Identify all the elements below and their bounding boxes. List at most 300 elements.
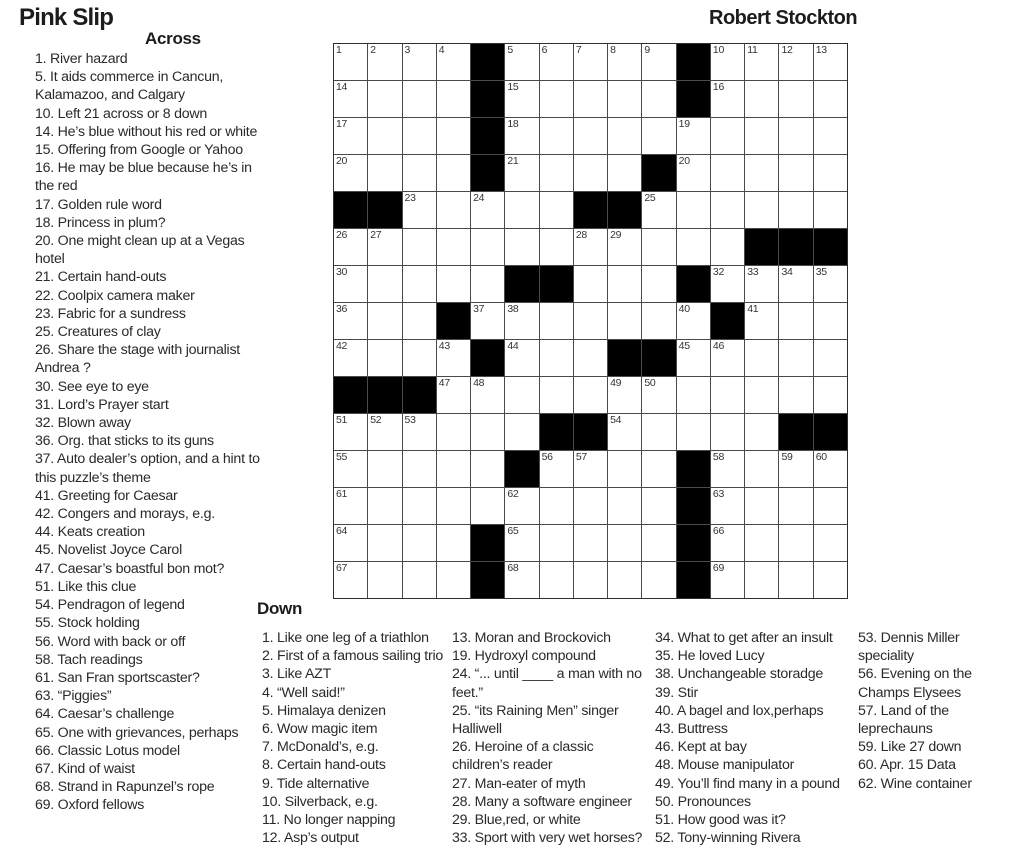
across-clue: 42. Congers and morays, e.g. bbox=[35, 506, 215, 523]
down-clue: 53. Dennis Miller speciality bbox=[858, 630, 960, 665]
grid-cell[interactable] bbox=[711, 155, 744, 191]
down-clue: 27. Man-eater of myth bbox=[452, 775, 586, 792]
grid-cell[interactable] bbox=[403, 155, 436, 191]
grid-cell[interactable] bbox=[574, 118, 607, 154]
cell-number: 56 bbox=[541, 451, 553, 463]
grid-cell[interactable] bbox=[711, 377, 744, 413]
cell-number: 55 bbox=[336, 451, 348, 463]
grid-cell[interactable] bbox=[677, 229, 710, 265]
grid-cell[interactable] bbox=[711, 451, 744, 487]
cell-number: 46 bbox=[712, 340, 725, 352]
cell-number: 67 bbox=[336, 562, 348, 574]
grid-cell[interactable] bbox=[403, 229, 436, 265]
grid-cell[interactable] bbox=[779, 562, 812, 598]
grid-cell[interactable] bbox=[368, 562, 401, 598]
cell-number: 52 bbox=[370, 414, 382, 426]
grid-cell[interactable] bbox=[540, 155, 573, 191]
grid-cell[interactable] bbox=[677, 155, 710, 191]
grid-cell[interactable] bbox=[574, 44, 607, 80]
grid-cell[interactable] bbox=[505, 562, 538, 598]
grid-cell[interactable] bbox=[437, 525, 470, 561]
grid-cell[interactable] bbox=[779, 81, 812, 117]
across-clue: 41. Greeting for Caesar bbox=[35, 487, 178, 504]
down-clue: 48. Mouse manipulator bbox=[655, 757, 795, 774]
across-clue: 26. Share the stage with journalist Andrea ? bbox=[35, 342, 240, 377]
grid-cell[interactable] bbox=[505, 229, 538, 265]
grid-cell[interactable] bbox=[642, 81, 675, 117]
grid-cell[interactable] bbox=[711, 118, 744, 154]
grid-cell[interactable] bbox=[368, 303, 401, 339]
cell-number: 45 bbox=[678, 340, 690, 352]
grid-cell[interactable] bbox=[745, 192, 778, 228]
grid-cell[interactable] bbox=[334, 562, 367, 598]
grid-cell[interactable] bbox=[368, 118, 401, 154]
grid-cell[interactable] bbox=[334, 229, 367, 265]
grid-cell[interactable] bbox=[677, 340, 710, 376]
grid-cell[interactable] bbox=[642, 377, 675, 413]
cell-number: 8 bbox=[610, 44, 616, 56]
grid-cell[interactable] bbox=[814, 118, 847, 154]
grid-cell[interactable] bbox=[540, 192, 573, 228]
grid-cell[interactable] bbox=[779, 192, 812, 228]
grid-cell[interactable] bbox=[642, 562, 675, 598]
cell-number: 44 bbox=[507, 340, 519, 352]
across-clue: 20. One might clean up at a Vegas hotel bbox=[35, 233, 245, 268]
black-cell bbox=[608, 192, 641, 228]
cell-number: 12 bbox=[781, 44, 793, 56]
grid-cell[interactable] bbox=[334, 81, 367, 117]
cell-number: 32 bbox=[712, 266, 725, 278]
cell-number: 14 bbox=[336, 81, 348, 93]
grid-cell[interactable] bbox=[505, 488, 538, 524]
down-clue: 7. McDonald’s, e.g. bbox=[262, 739, 379, 756]
grid-cell[interactable] bbox=[779, 155, 812, 191]
cell-number: 54 bbox=[610, 414, 622, 426]
across-clue: 22. Coolpix camera maker bbox=[35, 287, 195, 304]
grid-cell[interactable] bbox=[437, 81, 470, 117]
grid-cell[interactable] bbox=[608, 81, 641, 117]
grid-cell[interactable] bbox=[677, 118, 710, 154]
grid-cell[interactable] bbox=[368, 451, 401, 487]
grid-cell[interactable] bbox=[574, 562, 607, 598]
grid-cell[interactable] bbox=[471, 266, 504, 302]
grid-cell[interactable] bbox=[437, 155, 470, 191]
grid-cell[interactable] bbox=[540, 303, 573, 339]
across-clue: 31. Lord’s Prayer start bbox=[35, 396, 169, 413]
cell-number: 25 bbox=[644, 192, 656, 204]
cell-number: 53 bbox=[404, 414, 416, 426]
black-cell bbox=[334, 192, 367, 228]
grid-cell[interactable] bbox=[711, 192, 744, 228]
grid-cell[interactable] bbox=[814, 44, 847, 80]
cell-number: 65 bbox=[507, 525, 519, 537]
black-cell bbox=[334, 377, 367, 413]
cell-number: 23 bbox=[404, 192, 416, 204]
cell-number: 51 bbox=[336, 414, 348, 426]
grid-cell[interactable] bbox=[814, 525, 847, 561]
across-clue: 44. Keats creation bbox=[35, 524, 145, 541]
down-clue: 62. Wine container bbox=[858, 775, 972, 792]
grid-cell[interactable] bbox=[334, 266, 367, 302]
grid-cell[interactable] bbox=[437, 377, 470, 413]
down-column-1 bbox=[262, 629, 458, 847]
grid-cell[interactable] bbox=[608, 303, 641, 339]
grid-cell[interactable] bbox=[540, 525, 573, 561]
across-clue: 25. Creatures of clay bbox=[35, 324, 161, 341]
grid-cell[interactable] bbox=[437, 192, 470, 228]
grid-cell[interactable] bbox=[642, 451, 675, 487]
grid-cell[interactable] bbox=[745, 525, 778, 561]
grid-cell[interactable] bbox=[711, 488, 744, 524]
grid-cell[interactable] bbox=[608, 377, 641, 413]
black-cell bbox=[471, 562, 504, 598]
grid-cell[interactable] bbox=[403, 44, 436, 80]
grid-cell[interactable] bbox=[471, 414, 504, 450]
grid-cell[interactable] bbox=[368, 488, 401, 524]
grid-cell[interactable] bbox=[745, 377, 778, 413]
cell-number: 61 bbox=[336, 488, 348, 500]
grid-cell[interactable] bbox=[814, 340, 847, 376]
grid-cell[interactable] bbox=[334, 340, 367, 376]
across-clue: 16. He may be blue because he’s in the red bbox=[35, 160, 252, 195]
cell-number: 42 bbox=[336, 340, 348, 352]
across-clue: 18. Princess in plum? bbox=[35, 214, 166, 231]
across-heading: Across bbox=[145, 29, 201, 48]
cell-number: 68 bbox=[507, 562, 519, 574]
grid-cell[interactable] bbox=[505, 81, 538, 117]
grid-cell[interactable] bbox=[505, 44, 538, 80]
cell-number: 43 bbox=[438, 340, 450, 352]
down-clue: 25. “its Raining Men” singer Halliwell bbox=[452, 702, 619, 738]
grid-cell[interactable] bbox=[540, 229, 573, 265]
down-clue: 59. Like 27 down bbox=[858, 739, 962, 756]
grid-cell[interactable] bbox=[437, 451, 470, 487]
cell-number: 69 bbox=[712, 562, 725, 574]
black-cell bbox=[505, 451, 538, 487]
black-cell bbox=[471, 81, 504, 117]
grid-cell[interactable] bbox=[574, 81, 607, 117]
grid-cell[interactable] bbox=[642, 118, 675, 154]
grid-cell[interactable] bbox=[814, 155, 847, 191]
grid-cell[interactable] bbox=[437, 118, 470, 154]
grid-cell[interactable] bbox=[437, 229, 470, 265]
cell-number: 33 bbox=[747, 266, 759, 278]
grid-cell[interactable] bbox=[437, 488, 470, 524]
cell-number: 13 bbox=[815, 44, 827, 56]
grid-cell[interactable] bbox=[574, 525, 607, 561]
black-cell bbox=[677, 81, 710, 117]
grid-cell[interactable] bbox=[608, 451, 641, 487]
across-clue: 1. River hazard bbox=[35, 51, 128, 67]
grid-cell[interactable] bbox=[745, 488, 778, 524]
black-cell bbox=[608, 340, 641, 376]
grid-cell[interactable] bbox=[711, 562, 744, 598]
grid-cell[interactable] bbox=[540, 451, 573, 487]
black-cell bbox=[471, 340, 504, 376]
grid-cell[interactable] bbox=[437, 44, 470, 80]
black-cell bbox=[471, 155, 504, 191]
across-clue: 61. San Fran sportscaster? bbox=[35, 669, 200, 686]
grid-cell[interactable] bbox=[677, 303, 710, 339]
down-clue: 3. Like AZT bbox=[262, 666, 332, 683]
down-clue: 43. Buttress bbox=[655, 721, 728, 738]
cell-number: 17 bbox=[336, 118, 348, 130]
black-cell bbox=[642, 155, 675, 191]
grid-cell[interactable] bbox=[779, 451, 812, 487]
cell-number: 58 bbox=[712, 451, 725, 463]
grid-cell[interactable] bbox=[574, 377, 607, 413]
across-clue: 23. Fabric for a sundress bbox=[35, 305, 186, 322]
black-cell bbox=[505, 266, 538, 302]
grid-cell[interactable] bbox=[540, 488, 573, 524]
grid-cell[interactable] bbox=[403, 303, 436, 339]
grid-cell[interactable] bbox=[471, 229, 504, 265]
grid-cell[interactable] bbox=[540, 44, 573, 80]
grid-cell[interactable] bbox=[471, 192, 504, 228]
grid-cell[interactable] bbox=[368, 340, 401, 376]
grid-cell[interactable] bbox=[814, 266, 847, 302]
across-clue: 54. Pendragon of legend bbox=[35, 597, 185, 614]
grid-cell[interactable] bbox=[334, 303, 367, 339]
grid-cell[interactable] bbox=[711, 525, 744, 561]
grid-cell[interactable] bbox=[403, 488, 436, 524]
grid-cell[interactable] bbox=[711, 44, 744, 80]
grid-cell[interactable] bbox=[505, 303, 538, 339]
grid-cell[interactable] bbox=[608, 562, 641, 598]
grid-cell[interactable] bbox=[814, 303, 847, 339]
grid-cell[interactable] bbox=[403, 81, 436, 117]
black-cell bbox=[574, 414, 607, 450]
down-clue: 19. Hydroxyl compound bbox=[452, 648, 596, 665]
grid-cell[interactable] bbox=[403, 525, 436, 561]
cell-number: 38 bbox=[507, 303, 519, 315]
cell-number: 66 bbox=[712, 525, 725, 537]
cell-number: 6 bbox=[541, 44, 548, 56]
grid-cell[interactable] bbox=[814, 488, 847, 524]
grid-cell[interactable] bbox=[779, 340, 812, 376]
black-cell bbox=[574, 192, 607, 228]
grid-cell[interactable] bbox=[745, 44, 778, 80]
grid-cell[interactable] bbox=[745, 340, 778, 376]
cell-number: 35 bbox=[815, 266, 827, 278]
grid-cell[interactable] bbox=[368, 81, 401, 117]
grid-cell[interactable] bbox=[437, 266, 470, 302]
down-clue: 29. Blue,red, or white bbox=[452, 812, 581, 829]
across-clue: 36. Org. that sticks to its guns bbox=[35, 433, 214, 450]
grid-cell[interactable] bbox=[608, 525, 641, 561]
grid-cell[interactable] bbox=[779, 44, 812, 80]
across-clue: 5. It aids commerce in Cancun, Kalamazoo, and Calgary bbox=[35, 69, 224, 104]
grid-cell[interactable] bbox=[505, 377, 538, 413]
grid-cell[interactable] bbox=[745, 266, 778, 302]
grid-cell[interactable] bbox=[368, 525, 401, 561]
grid-cell[interactable] bbox=[677, 377, 710, 413]
grid-cell[interactable] bbox=[642, 488, 675, 524]
grid-cell[interactable] bbox=[711, 229, 744, 265]
grid-cell[interactable] bbox=[745, 414, 778, 450]
grid-cell[interactable] bbox=[608, 155, 641, 191]
grid-cell[interactable] bbox=[745, 562, 778, 598]
grid-cell[interactable] bbox=[779, 377, 812, 413]
grid-cell[interactable] bbox=[368, 155, 401, 191]
grid-cell[interactable] bbox=[814, 377, 847, 413]
across-clue: 58. Tach readings bbox=[35, 651, 143, 668]
black-cell bbox=[677, 525, 710, 561]
black-cell bbox=[437, 303, 470, 339]
grid-cell[interactable] bbox=[403, 192, 436, 228]
black-cell bbox=[779, 229, 812, 265]
grid-cell[interactable] bbox=[368, 229, 401, 265]
across-clue: 65. One with grievances, perhaps bbox=[35, 724, 239, 741]
down-clue: 1. Like one leg of a triathlon bbox=[262, 630, 429, 646]
black-cell bbox=[677, 488, 710, 524]
grid-cell[interactable] bbox=[403, 266, 436, 302]
down-clue: 8. Certain hand-outs bbox=[262, 757, 386, 774]
grid-cell[interactable] bbox=[779, 118, 812, 154]
grid-cell[interactable] bbox=[334, 118, 367, 154]
grid-cell[interactable] bbox=[642, 192, 675, 228]
grid-cell[interactable] bbox=[334, 414, 367, 450]
grid-cell[interactable] bbox=[403, 451, 436, 487]
grid-cell[interactable] bbox=[814, 562, 847, 598]
grid-cell[interactable] bbox=[540, 562, 573, 598]
grid-cell[interactable] bbox=[779, 303, 812, 339]
grid-cell[interactable] bbox=[642, 414, 675, 450]
grid-cell[interactable] bbox=[540, 377, 573, 413]
grid-cell[interactable] bbox=[608, 118, 641, 154]
down-clue: 26. Heroine of a classic children’s reader bbox=[452, 739, 594, 774]
grid-cell[interactable] bbox=[779, 525, 812, 561]
grid-cell[interactable] bbox=[334, 451, 367, 487]
grid-cell[interactable] bbox=[505, 340, 538, 376]
grid-cell[interactable] bbox=[745, 451, 778, 487]
grid-cell[interactable] bbox=[642, 229, 675, 265]
down-clue: 33. Sport with very wet horses? bbox=[452, 830, 643, 847]
grid-cell[interactable] bbox=[642, 525, 675, 561]
grid-cell[interactable] bbox=[540, 340, 573, 376]
across-clue: 47. Caesar’s boastful bon mot? bbox=[35, 560, 225, 577]
down-clue: 5. Himalaya denizen bbox=[262, 702, 386, 719]
grid-cell[interactable] bbox=[608, 44, 641, 80]
grid-cell[interactable] bbox=[642, 303, 675, 339]
grid-cell[interactable] bbox=[677, 192, 710, 228]
grid-cell[interactable] bbox=[574, 229, 607, 265]
grid-cell[interactable] bbox=[574, 340, 607, 376]
down-clue: 60. Apr. 15 Data bbox=[858, 757, 956, 774]
grid-cell[interactable] bbox=[711, 266, 744, 302]
grid-cell[interactable] bbox=[711, 340, 744, 376]
grid-cell[interactable] bbox=[403, 414, 436, 450]
across-clue: 10. Left 21 across or 8 down bbox=[35, 105, 208, 122]
black-cell bbox=[779, 414, 812, 450]
grid-cell[interactable] bbox=[574, 303, 607, 339]
grid-cell[interactable] bbox=[334, 155, 367, 191]
grid-cell[interactable] bbox=[437, 340, 470, 376]
cell-number: 49 bbox=[610, 377, 622, 389]
grid-cell[interactable] bbox=[505, 155, 538, 191]
grid-cell[interactable] bbox=[779, 266, 812, 302]
grid-cell[interactable] bbox=[334, 525, 367, 561]
grid-cell[interactable] bbox=[334, 488, 367, 524]
grid-cell[interactable] bbox=[745, 118, 778, 154]
grid-cell[interactable] bbox=[608, 229, 641, 265]
grid-cell[interactable] bbox=[711, 81, 744, 117]
down-clue: 50. Pronounces bbox=[655, 793, 751, 810]
grid-cell[interactable] bbox=[677, 414, 710, 450]
black-cell bbox=[471, 44, 504, 80]
grid-cell[interactable] bbox=[403, 340, 436, 376]
grid-cell[interactable] bbox=[574, 266, 607, 302]
grid-cell[interactable] bbox=[505, 118, 538, 154]
black-cell bbox=[711, 303, 744, 339]
across-clue: 63. “Piggies” bbox=[35, 688, 112, 705]
grid-cell[interactable] bbox=[574, 155, 607, 191]
down-clue: 9. Tide alternative bbox=[262, 775, 370, 792]
down-clue: 38. Unchangeable storadge bbox=[655, 666, 824, 683]
grid-cell[interactable] bbox=[334, 44, 367, 80]
grid-cell[interactable] bbox=[574, 488, 607, 524]
grid-cell[interactable] bbox=[471, 303, 504, 339]
black-cell bbox=[814, 229, 847, 265]
grid-cell[interactable] bbox=[471, 377, 504, 413]
down-clue: 28. Many a software engineer bbox=[452, 793, 632, 810]
grid-cell[interactable] bbox=[745, 303, 778, 339]
grid-cell[interactable] bbox=[814, 192, 847, 228]
grid-cell[interactable] bbox=[437, 562, 470, 598]
grid-cell[interactable] bbox=[779, 488, 812, 524]
grid-cell[interactable] bbox=[711, 414, 744, 450]
grid-cell[interactable] bbox=[608, 414, 641, 450]
black-cell bbox=[403, 377, 436, 413]
grid-cell[interactable] bbox=[540, 118, 573, 154]
cell-number: 15 bbox=[507, 81, 519, 93]
grid-cell[interactable] bbox=[540, 81, 573, 117]
black-cell bbox=[368, 377, 401, 413]
grid-cell[interactable] bbox=[471, 451, 504, 487]
cell-number: 63 bbox=[712, 488, 725, 500]
across-clue: 69. Oxford fellows bbox=[35, 797, 145, 814]
puzzle-author: Robert Stockton bbox=[709, 7, 858, 29]
grid-cell[interactable] bbox=[505, 414, 538, 450]
grid-cell[interactable] bbox=[403, 562, 436, 598]
cell-number: 26 bbox=[336, 229, 348, 241]
grid-cell[interactable] bbox=[505, 525, 538, 561]
down-clue: 2. First of a famous sailing trio bbox=[262, 648, 443, 665]
grid-cell[interactable] bbox=[574, 451, 607, 487]
grid-cell[interactable] bbox=[608, 488, 641, 524]
grid-cell[interactable] bbox=[403, 118, 436, 154]
grid-cell[interactable] bbox=[814, 451, 847, 487]
grid-cell[interactable] bbox=[368, 266, 401, 302]
grid-cell[interactable] bbox=[471, 488, 504, 524]
grid-cell[interactable] bbox=[745, 81, 778, 117]
grid-cell[interactable] bbox=[814, 81, 847, 117]
crossword-grid[interactable] bbox=[333, 43, 848, 599]
grid-cell[interactable] bbox=[368, 44, 401, 80]
black-cell bbox=[677, 562, 710, 598]
grid-cell[interactable] bbox=[368, 414, 401, 450]
across-clue: 66. Classic Lotus model bbox=[35, 742, 180, 759]
grid-cell[interactable] bbox=[642, 44, 675, 80]
grid-cell[interactable] bbox=[437, 414, 470, 450]
grid-cell[interactable] bbox=[642, 266, 675, 302]
cell-number: 20 bbox=[336, 155, 348, 167]
black-cell bbox=[745, 229, 778, 265]
grid-cell[interactable] bbox=[608, 266, 641, 302]
grid-cell[interactable] bbox=[505, 192, 538, 228]
grid-cell[interactable] bbox=[745, 155, 778, 191]
cell-number: 3 bbox=[404, 44, 411, 56]
